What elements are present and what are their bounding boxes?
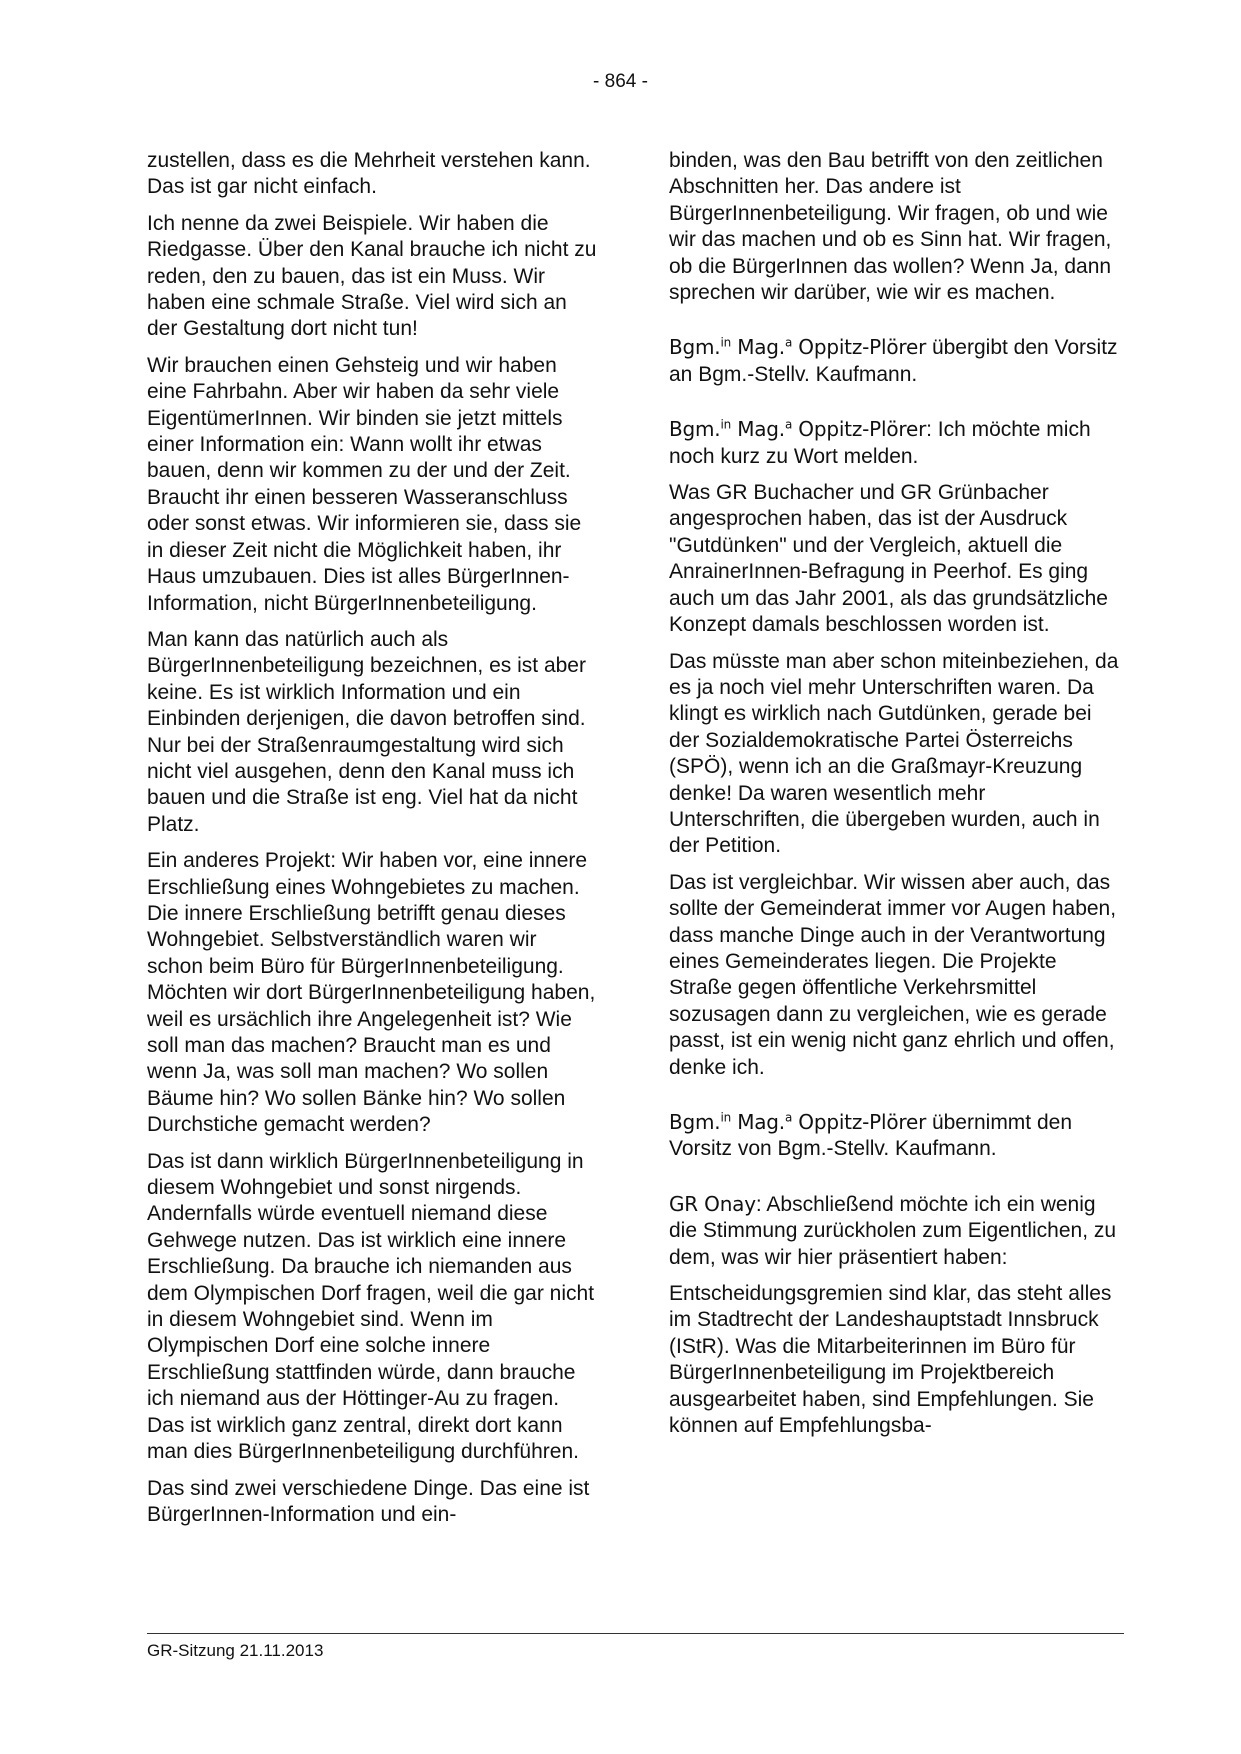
- paragraph: Das sind zwei verschiedene Dinge. Das eine ist BürgerInnen-Information und ein-: [147, 1476, 590, 1526]
- footer-session-date: GR-Sitzung 21.11.2013: [147, 1641, 324, 1660]
- right-column: [669, 148, 1124, 1449]
- speaker-name: [669, 335, 926, 359]
- surname: Oppitz-Plörer: [798, 335, 927, 360]
- paragraph: Ein anderes Projekt: Wir haben vor, eine innere Erschließung eines Wohngebietes zu machen. Die innere Erschließung betrifft genau dieses Wohngebiet. Selbstverständlich waren wir schon beim Büro für BürgerInnenbeteiligung. Möchten wir dort BürgerInnenbeteiligung haben, weil es ursächlich ihre Angelegenheit ist? Wie soll man das machen? Braucht man es und wenn Ja, was soll man machen? Wo sollen Bäume hin? Wo sollen Bänke hin? Wo sollen Durchstiche gemacht werden?: [147, 849, 596, 1137]
- sup-in: in: [720, 1110, 732, 1125]
- left-column: [147, 148, 598, 1538]
- speaker-name: GR Onay: [669, 1191, 756, 1216]
- title-bgm: Bgm.: [669, 1110, 721, 1134]
- paragraph: Ich nenne da zwei Beispiele. Wir haben die Riedgasse. Über den Kanal brauche ich nicht zu reden, den zu bauen, das ist ein Muss. Wir haben eine schmale Straße. Viel wird sich an der Gestaltung dort nicht tun!: [147, 211, 597, 341]
- title-mag: Mag.: [737, 335, 785, 360]
- paragraph: Was GR Buchacher und GR Grünbacher angesprochen haben, das ist der Ausdruck "Gutdünken" und der Vergleich, aktuell die AnrainerInnen-Befragung in Peerhof. Es ging auch um das Jahr 2001, als das grundsätzliche Konzept damals beschlossen worden ist.: [669, 481, 1108, 637]
- paragraph: Das müsste man aber schon miteinbeziehen, da es ja noch viel mehr Unterschriften waren. Da klingt es wirklich nach Gutdünken, gerade bei der Sozialdemokratische Partei Österreichs (SPÖ), wenn ich an die Graßmayr-Kreuzung denke! Da waren wesentlich mehr Unterschriften, die übergeben wurden, auch in der Petition.: [669, 649, 1119, 858]
- paragraph: Das ist dann wirklich BürgerInnenbeteiligung in diesem Wohngebiet und sonst nirgends. Andernfalls würde eventuell niemand diese Gehwege nutzen. Das ist wirklich eine innere Erschließung. Da brauche ich niemanden aus dem Olympischen Dorf fragen, weil die gar nicht in diesem Wohngebiet sind. Wenn im Olympischen Dorf eine solche innere Erschließung stattfinden würde, dann brauche ich niemand aus der Höttinger-Au zu fragen. Das ist wirklich ganz zentral, direkt dort kann man dies BürgerInnenbeteiligung durchführen.: [147, 1149, 595, 1464]
- paragraph: binden, was den Bau betrifft von den zeitlichen Abschnitten her. Das andere ist BürgerInnenbeteiligung. Wir fragen, ob und wie wir das machen und ob es Sinn hat. Wir fragen, ob die BürgerInnen das wollen? Wenn Ja, dann sprechen wir darüber, wie wir es machen.: [669, 149, 1112, 305]
- title-mag: Mag.: [737, 1110, 785, 1134]
- page-number: - 864 -: [593, 71, 648, 92]
- sup-in: in: [720, 335, 732, 350]
- surname: Oppitz-Plörer: [798, 1110, 927, 1134]
- surname: Oppitz-Plörer: [798, 417, 927, 442]
- chair-change-note: [669, 334, 1124, 388]
- paragraph: Entscheidungsgremien sind klar, das steht alles im Stadtrecht der Landeshauptstadt Innsbruck (IStR). Was die Mitarbeiterinnen im Büro für BürgerInnenbeteiligung im Projektbereich ausgearbeitet haben, sind Empfehlungen. Sie können auf Empfehlungsba-: [669, 1282, 1112, 1438]
- speech-intro: : Ich möchte mich noch kurz zu Wort melden.: [669, 418, 1091, 468]
- speech-intro: : Abschließend möchte ich ein wenig die Stimmung zurückholen zum Eigentlichen, zu dem, was wir hier präsentiert haben:: [669, 1192, 1117, 1269]
- sup-a: a: [784, 417, 793, 432]
- sup-a: a: [784, 1110, 793, 1125]
- chair-text: übergibt den Vorsitz an Bgm.-Stellv. Kaufmann.: [669, 336, 1118, 386]
- title-bgm: Bgm.: [669, 335, 721, 360]
- speaker-name: [669, 417, 926, 441]
- paragraph: Man kann das natürlich auch als BürgerInnenbeteiligung bezeichnen, es ist aber keine. Es ist wirklich Information und ein Einbinden derjenigen, die davon betroffen sind. Nur bei der Straßenraumgestaltung wird sich nicht viel ausgehen, denn den Kanal muss ich bauen und die Straße ist eng. Viel hat da nicht Platz.: [147, 627, 586, 836]
- paragraph: Wir brauchen einen Gehsteig und wir haben eine Fahrbahn. Aber wir haben da sehr viele EigentümerInnen. Wir binden sie jetzt mittels einer Information ein: Wann wollt ihr etwas bauen, denn wir kommen zu der und der Zeit. Braucht ihr einen besseren Wasseranschluss oder sonst etwas. Wir informieren sie, dass sie in dieser Zeit nicht die Möglichkeit haben, ihr Haus umzubauen. Dies ist alles BürgerInnen-Information, nicht BürgerInnenbeteiligung.: [147, 353, 582, 615]
- title-bgm: Bgm.: [669, 417, 721, 442]
- speaker-name: [669, 1110, 926, 1134]
- footer-divider: [147, 1633, 1124, 1634]
- chair-change-note: [669, 1109, 1124, 1163]
- paragraph: Das ist vergleichbar. Wir wissen aber auch, das sollte der Gemeinderat immer vor Augen haben, dass manche Dinge auch in der Verantwortung eines Gemeinderates liegen. Die Projekte Straße gegen öffentliche Verkehrsmittel sozusagen dann zu vergleichen, wie es gerade passt, ist ein wenig nicht ganz ehrlich und offen, denke ich.: [669, 870, 1117, 1079]
- speech-start: [669, 416, 1124, 470]
- sup-in: in: [720, 417, 732, 432]
- paragraph: zustellen, dass es die Mehrheit verstehen kann. Das ist gar nicht einfach.: [147, 149, 591, 199]
- sup-a: a: [784, 335, 793, 350]
- chair-text: übernimmt den Vorsitz von Bgm.-Stellv. Kaufmann.: [669, 1111, 1073, 1161]
- speech-start: [669, 1191, 1124, 1271]
- title-mag: Mag.: [737, 417, 785, 442]
